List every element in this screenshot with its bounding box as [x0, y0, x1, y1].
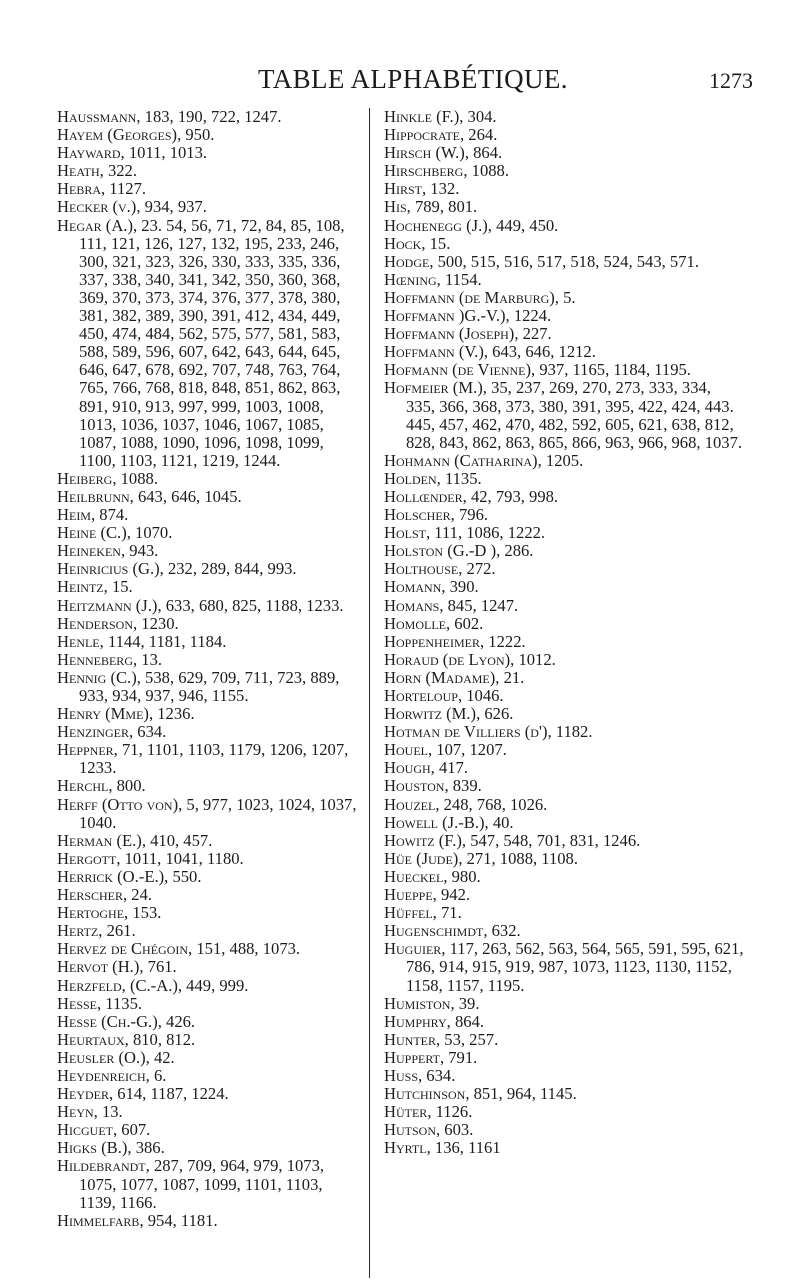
entry-page-refs: 417. — [438, 758, 468, 778]
entry-page-refs: 1011, 1013. — [128, 143, 208, 163]
entry-page-refs: 633, 680, 825, 1188, 1233. — [165, 595, 344, 615]
index-entry: Homans, 845, 1247. — [384, 595, 519, 615]
entry-name: Herzfeld, (C.-A.) — [57, 975, 178, 995]
entry-name: Holden — [384, 468, 437, 488]
entry-name: Herscher — [57, 885, 123, 905]
entry-name: Hüter — [384, 1102, 428, 1122]
entry-page-refs: 1236. — [157, 704, 195, 724]
index-entry: Hegar (A.), 23. 54, 56, 71, 72, 84, 85, 108, 111, 121, 126, 127, 132, 195, 233, 246, 300, 321, 323, 326, 330, 333, 335, 336, 337, 338, 340, 341, 342, 350, 360, 368, 369, 370, 373, 374, 376, 377, 378, 380, 381, 382, 389, 390, 391, 412, 434, 449, 450, 474, 484, 562, 575, 577, 581, 583, 588, 589, 596, 607, 642, 643, 644, 645, 646, 647, 678, 692, 707, 748, 763, 764, 765, 766, 768, 818, 848, 851, 862, 863, 891, 910, 913, 997, 999, 1003, 1008, 1013, 1036, 1037, 1046, 1067, 1085, 1087, 1088, 1090, 1096, 1098, 1099, 1100, 1103, 1121, 1219, 1244. — [57, 215, 345, 470]
index-entry: Haussmann, 183, 190, 722, 1247. — [57, 107, 282, 126]
index-entry: Hildebrandt, 287, 709, 964, 979, 1073, 1075, 1077, 1087, 1099, 1101, 1103, 1139, 1166. — [57, 1156, 325, 1212]
index-entry: Hayem (Georges), 950. — [57, 125, 215, 145]
index-entry: Holden, 1135. — [384, 468, 482, 488]
entry-name: Hollœnder — [384, 486, 463, 506]
entry-page-refs: 547, 548, 701, 831, 1246. — [470, 830, 641, 850]
entry-page-refs: 1135. — [105, 993, 143, 1013]
entry-name: Herff (Otto von) — [57, 794, 179, 814]
entry-name: Heyn — [57, 1102, 94, 1122]
entry-page-refs: 643, 646, 1045. — [137, 486, 242, 506]
index-entry: Heintz, 15. — [57, 577, 133, 597]
entry-name: Houzel — [384, 794, 436, 814]
entry-name: Howell (J.-B.) — [384, 812, 485, 832]
entry-page-refs: 1135. — [444, 468, 482, 488]
entry-page-refs: 1154. — [444, 269, 482, 289]
index-entry: Hueckel, 980. — [384, 866, 481, 886]
entry-name: Heineken — [57, 541, 121, 561]
index-entry: Hofmeier (M.), 35, 237, 269, 270, 273, 333, 334, 335, 366, 368, 373, 380, 391, 395, 422, 424, 443. 445, 457, 462, 470, 482, 592, 605, 621, 638, 812, 828, 843, 862, 863, 865, 866, 963, 966, 968, 1037. — [384, 378, 743, 452]
entry-page-refs: 248, 768, 1026. — [443, 794, 548, 814]
index-entry: Heitzmann (J.), 633, 680, 825, 1188, 1233. — [57, 595, 344, 615]
entry-page-refs: 71. — [440, 903, 462, 923]
index-entry: Heineken, 943. — [57, 541, 159, 561]
entry-name: Hochenegg (J.) — [384, 215, 488, 235]
entry-name: Houel — [384, 740, 428, 760]
index-entry: Holst, 111, 1086, 1222. — [384, 523, 546, 543]
entry-page-refs: 851, 964, 1145. — [473, 1084, 577, 1104]
index-entry: Hohmann (Catharina), 1205. — [384, 450, 584, 470]
entry-page-refs: 410, 457. — [150, 830, 213, 850]
entry-name: Herman (E.) — [57, 830, 142, 850]
entry-name: Heurtaux — [57, 1029, 125, 1049]
index-entry: Horaud (de Lyon), 1012. — [384, 649, 556, 669]
entry-name: Hutson — [384, 1120, 436, 1140]
entry-name: Homann — [384, 577, 442, 597]
entry-name: Heitzmann (J.) — [57, 595, 158, 615]
index-entry: Henle, 1144, 1181, 1184. — [57, 631, 227, 651]
index-entry: Herrick (O.-E.), 550. — [57, 866, 202, 886]
entry-page-refs: 5. — [563, 287, 576, 307]
entry-page-refs: 791. — [448, 1047, 478, 1067]
index-entry: Homolle, 602. — [384, 613, 484, 633]
entry-page-refs: 153. — [132, 903, 162, 923]
entry-page-refs: 386. — [135, 1138, 165, 1158]
entry-name: Horwitz (M.) — [384, 704, 477, 724]
entry-page-refs: 864. — [454, 1011, 485, 1031]
index-entry: Henderson, 1230. — [57, 613, 179, 633]
entry-name: Hock — [384, 233, 422, 253]
index-entry: Holthouse, 272. — [384, 559, 496, 579]
entry-name: Heath — [57, 161, 100, 181]
entry-name: Heine (C.) — [57, 523, 127, 543]
index-entry: Hirst, 132. — [384, 179, 460, 199]
entry-name: Hofmann (de Vienne) — [384, 360, 532, 380]
index-entry: Heurtaux, 810, 812. — [57, 1029, 196, 1049]
entry-page-refs: 272. — [466, 559, 496, 579]
entry-page-refs: 602. — [454, 613, 484, 633]
page-header — [0, 62, 801, 102]
entry-page-refs: 810, 812. — [132, 1029, 196, 1049]
entry-page-refs: 1088. — [120, 468, 158, 488]
entry-page-refs: 874. — [99, 505, 129, 525]
entry-page-refs: 643, 646, 1212. — [492, 342, 596, 362]
index-entry: Hecker (v.), 934, 937. — [57, 197, 207, 217]
index-entry: Hüter, 1126. — [384, 1102, 473, 1122]
index-entry: Hollœnder, 42, 793, 998. — [384, 486, 559, 506]
index-entry: Hervez de Chégoin, 151, 488, 1073. — [57, 939, 301, 959]
entry-name: Hebra — [57, 179, 101, 199]
entry-page-refs: 1070. — [135, 523, 173, 543]
entry-page-refs: 261. — [106, 921, 136, 941]
entry-name: Homans — [384, 595, 440, 615]
entry-name: Hicguet — [57, 1120, 113, 1140]
entry-page-refs: 271, 1088, 1108. — [466, 848, 579, 868]
index-entry: Herman (E.), 410, 457. — [57, 830, 213, 850]
entry-name: Holston (G.-D ) — [384, 541, 497, 561]
entry-name: Humiston — [384, 993, 451, 1013]
entry-name: Hunter — [384, 1029, 436, 1049]
entry-page-refs: 39. — [458, 993, 480, 1013]
entry-name: Humphry — [384, 1011, 447, 1031]
entry-page-refs: 634. — [137, 722, 167, 742]
entry-name: Hoppenheimer — [384, 631, 480, 651]
entry-page-refs: 286. — [504, 541, 534, 561]
entry-page-refs: 839. — [452, 776, 482, 796]
entry-name: Hirsch (W.) — [384, 143, 465, 163]
index-entry: Heppner, 71, 1101, 1103, 1179, 1206, 1207, 1233. — [57, 740, 349, 778]
entry-name: Higks (B.) — [57, 1138, 128, 1158]
index-entry: Hertz, 261. — [57, 921, 136, 941]
entry-page-refs: 796. — [458, 505, 489, 525]
entry-name: Howitz (F.) — [384, 830, 462, 850]
entry-name: Heppner — [57, 740, 114, 760]
index-entry: Henzinger, 634. — [57, 722, 167, 742]
entry-name: Hough — [384, 758, 431, 778]
entry-name: Hüffel — [384, 903, 433, 923]
entry-page-refs: 227. — [522, 324, 552, 344]
index-entry: Heilbrunn, 643, 646, 1045. — [57, 486, 242, 506]
entry-name: Houston — [384, 776, 445, 796]
entry-name: Holthouse — [384, 559, 459, 579]
entry-page-refs: 117, 263, 562, 563, 564, 565, 591, 595, 621, 786, 914, 915, 919, 987, 1073, 1123, 1130, 1152, 1158, 1157, 1195. — [406, 939, 744, 995]
index-entry: Hunter, 53, 257. — [384, 1029, 499, 1049]
entry-name: Hohmann (Catharina) — [384, 450, 538, 470]
index-entry: Henry (Mme), 1236. — [57, 704, 195, 724]
page-number: 1273 — [709, 68, 753, 93]
index-entry: Hoffmann (de Marburg), 5. — [384, 287, 576, 307]
entry-page-refs: 937, 1165, 1184, 1195. — [539, 360, 691, 380]
index-entry: Houston, 839. — [384, 776, 482, 796]
index-entry: Hicguet, 607. — [57, 1120, 151, 1140]
index-entry: Huss, 634. — [384, 1065, 456, 1085]
entry-page-refs: 151, 488, 1073. — [196, 939, 301, 959]
entry-page-refs: 21. — [503, 667, 525, 687]
index-entry: Houzel, 248, 768, 1026. — [384, 794, 548, 814]
index-entry: Holston (G.-D ), 286. — [384, 541, 534, 561]
entry-page-refs: 845, 1247. — [447, 595, 519, 615]
entry-page-refs: 607. — [121, 1120, 151, 1140]
entry-page-refs: 42, 793, 998. — [470, 486, 559, 506]
index-entry: Hyrtl, 136, 1161 — [384, 1138, 501, 1158]
entry-page-refs: 950. — [185, 125, 215, 145]
index-entry: Hesse (Ch.-G.), 426. — [57, 1011, 196, 1031]
entry-name: Heydenreich — [57, 1065, 146, 1085]
entry-name: Heiberg — [57, 468, 113, 488]
index-entry: Heiberg, 1088. — [57, 468, 158, 488]
entry-name: Holst — [384, 523, 426, 543]
entry-name: His — [384, 197, 407, 217]
entry-page-refs: 614, 1187, 1224. — [117, 1084, 229, 1104]
index-entry: Himmelfarb, 954, 1181. — [57, 1210, 218, 1230]
index-entry: Hinkle (F.), 304. — [384, 107, 497, 126]
entry-name: Hüe (Jude) — [384, 848, 459, 868]
index-entry: Heim, 874. — [57, 505, 129, 525]
entry-name: Hervez de Chégoin — [57, 939, 189, 959]
index-entry: Hoffmann (Joseph), 227. — [384, 324, 552, 344]
entry-name: Hueckel — [384, 866, 444, 886]
index-entry: Horwitz (M.), 626. — [384, 704, 514, 724]
index-entry: Heyn, 13. — [57, 1102, 123, 1122]
entry-page-refs: 626. — [484, 704, 514, 724]
index-entry: Hoffmann (V.), 643, 646, 1212. — [384, 342, 596, 362]
index-entry: Homann, 390. — [384, 577, 479, 597]
index-entry: Howitz (F.), 547, 548, 701, 831, 1246. — [384, 830, 641, 850]
entry-name: Heyder — [57, 1084, 109, 1104]
entry-page-refs: 107, 1207. — [436, 740, 507, 760]
index-entry: Higks (B.), 386. — [57, 1138, 165, 1158]
entry-name: Horteloup — [384, 686, 458, 705]
entry-name: Hertoghe — [57, 903, 125, 923]
entry-page-refs: 943. — [129, 541, 159, 561]
entry-name: Hennig (C.) — [57, 667, 137, 687]
entry-name: Henzinger — [57, 722, 129, 742]
entry-name: Hesse (Ch.-G.) — [57, 1011, 158, 1031]
index-entry: Hotman de Villiers (d'), 1182. — [384, 722, 593, 742]
index-entry: Hayward, 1011, 1013. — [57, 143, 208, 163]
index-entry: Hough, 417. — [384, 758, 468, 778]
entry-name: Hofmeier (M.) — [384, 378, 483, 398]
entry-page-refs: 15. — [111, 577, 133, 597]
entry-name: Hinkle (F.) — [384, 107, 460, 126]
entry-page-refs: 53, 257. — [444, 1029, 499, 1049]
entry-name: Holscher — [384, 505, 451, 525]
entry-name: Horaud (de Lyon) — [384, 649, 511, 669]
index-entry: Heyder, 614, 1187, 1224. — [57, 1084, 229, 1104]
index-entry: Hochenegg (J.), 449, 450. — [384, 215, 559, 235]
entry-name: Hoffmann (de Marburg) — [384, 287, 555, 307]
entry-name: Huguier — [384, 939, 442, 959]
entry-page-refs: 287, 709, 964, 979, 1073, 1075, 1077, 1087, 1099, 1101, 1103, 1139, 1166. — [79, 1156, 325, 1212]
entry-name: Hippocrate — [384, 125, 460, 145]
entry-name: Hutchinson — [384, 1084, 466, 1104]
entry-page-refs: 1224. — [513, 306, 552, 326]
entry-page-refs: 71, 1101, 1103, 1179, 1206, 1207, 1233. — [79, 740, 349, 778]
entry-name: Hoffmann (V.) — [384, 342, 484, 362]
entry-name: Hirst — [384, 179, 422, 199]
entry-name: Homolle — [384, 613, 446, 633]
index-entry: Hergott, 1011, 1041, 1180. — [57, 848, 244, 868]
entry-name: Heinricius (G.) — [57, 559, 160, 579]
entry-name: Hoffmann )G.-V.) — [384, 306, 506, 326]
index-entry: Huguier, 117, 263, 562, 563, 564, 565, 591, 595, 621, 786, 914, 915, 919, 987, 1073, 1123, 1130, 1152, 1158, 1157, 1195. — [384, 939, 744, 995]
index-entry: Hofmann (de Vienne), 937, 1165, 1184, 1195. — [384, 360, 691, 380]
entry-page-refs: 13. — [141, 649, 163, 669]
index-entry: Hesse, 1135. — [57, 993, 143, 1013]
entry-name: Hegar (A.) — [57, 215, 133, 235]
entry-page-refs: 40. — [492, 812, 514, 832]
entry-name: Heim — [57, 505, 91, 525]
entry-name: Hyrtl — [384, 1138, 427, 1158]
entry-name: Hergott — [57, 848, 117, 868]
index-entry: Hertoghe, 153. — [57, 903, 162, 923]
index-entry: Herff (Otto von), 5, 977, 1023, 1024, 1037, 1040. — [57, 794, 357, 832]
entry-page-refs: 634. — [426, 1065, 456, 1085]
entry-name: Hodge — [384, 251, 430, 271]
entry-name: Hecker (v.) — [57, 197, 137, 217]
index-column-right — [384, 108, 744, 1157]
index-entry: Hennig (C.), 538, 629, 709, 711, 723, 889, 933, 934, 937, 946, 1155. — [57, 667, 340, 705]
index-entry: Hugenschimdt, 632. — [384, 921, 521, 941]
entry-page-refs: 1205. — [545, 450, 584, 470]
entry-page-refs: 942. — [440, 885, 471, 905]
entry-page-refs: 1230. — [141, 613, 179, 633]
entry-page-refs: 42. — [153, 1047, 175, 1067]
index-entry: Hoffmann )G.-V.), 1224. — [384, 306, 552, 326]
index-entry: Herzfeld, (C.-A.), 449, 999. — [57, 975, 249, 995]
column-divider — [369, 108, 370, 1278]
entry-page-refs: 111, 1086, 1222. — [434, 523, 546, 543]
index-entry: Hirsch (W.), 864. — [384, 143, 503, 163]
entry-page-refs: 24. — [131, 885, 153, 905]
index-entry: Hœning, 1154. — [384, 269, 482, 289]
entry-page-refs: 1126. — [435, 1102, 473, 1122]
entry-name: Hugenschimdt — [384, 921, 484, 941]
entry-name: Hervot (H.) — [57, 957, 140, 977]
entry-page-refs: 5, 977, 1023, 1024, 1037, 1040. — [79, 794, 357, 832]
entry-page-refs: 23. 54, 56, 71, 72, 84, 85, 108, 111, 121, 126, 127, 132, 195, 233, 246, 300, 321, 323, 326, 330, 333, 335, 336, 337, 338, 340, 341, 342, 350, 360, 368, 369, 370, 373, 374, 376, 377, 378, 380, 381, 382, 389, 390, 391, 412, 434, 449, 450, 474, 484, 562, 575, 577, 581, 583, 588, 589, 596, 607, 642, 643, 644, 645, 646, 647, 678, 692, 707, 748, 763, 764, 765, 766, 768, 818, 848, 851, 862, 863, 891, 910, 913, 997, 999, 1003, 1008, 1013, 1036, 1037, 1046, 1067, 1085, 1087, 1088, 1090, 1096, 1098, 1099, 1100, 1103, 1121, 1219, 1244. — [79, 215, 345, 470]
entry-name: Hesse — [57, 993, 97, 1013]
entry-name: Hotman de Villiers (d') — [384, 722, 548, 742]
entry-page-refs: 538, 629, 709, 711, 723, 889, 933, 934, 937, 946, 1155. — [79, 667, 340, 705]
index-entry: Heath, 322. — [57, 161, 137, 181]
index-entry: Hervot (H.), 761. — [57, 957, 177, 977]
entry-page-refs: 550. — [172, 866, 202, 886]
index-column-left — [57, 108, 359, 1230]
index-entry: Hebra, 1127. — [57, 179, 147, 199]
entry-page-refs: 1046. — [466, 686, 504, 705]
entry-page-refs: 864. — [473, 143, 503, 163]
entry-page-refs: 1011, 1041, 1180. — [124, 848, 244, 868]
entry-page-refs: 136, 1161 — [434, 1138, 501, 1158]
index-entry: Hoppenheimer, 1222. — [384, 631, 526, 651]
entry-name: Himmelfarb — [57, 1210, 140, 1230]
entry-name: Hueppe — [384, 885, 433, 905]
entry-name: Huppert — [384, 1047, 440, 1067]
index-entry: Howell (J.-B.), 40. — [384, 812, 514, 832]
index-entry: Heydenreich, 6. — [57, 1065, 167, 1085]
entry-name: Henneberg — [57, 649, 133, 669]
entry-page-refs: 800. — [116, 776, 146, 796]
entry-page-refs: 6. — [153, 1065, 167, 1085]
entry-name: Hoffmann (Joseph) — [384, 324, 515, 344]
entry-name: Hirschberg — [384, 161, 464, 181]
entry-name: Huss — [384, 1065, 418, 1085]
index-entry: Heine (C.), 1070. — [57, 523, 173, 543]
index-entry: Hueppe, 942. — [384, 885, 471, 905]
index-entry: His, 789, 801. — [384, 197, 478, 217]
entry-page-refs: 183, 190, 722, 1247. — [144, 107, 282, 126]
entry-page-refs: 1088. — [471, 161, 509, 181]
entry-page-refs: 1222. — [488, 631, 526, 651]
entry-page-refs: 15. — [429, 233, 451, 253]
entry-name: Herchl — [57, 776, 109, 796]
entry-name: Heintz — [57, 577, 104, 597]
index-entry: Horteloup, 1046. — [384, 686, 504, 705]
entry-name: Horn (Madame) — [384, 667, 496, 687]
entry-page-refs: 322. — [107, 161, 137, 181]
entry-page-refs: 35, 237, 269, 270, 273, 333, 334, 335, 366, 368, 373, 380, 391, 395, 422, 424, 443. 445, 457, 462, 470, 482, 592, 605, 621, 638, 812, 828, 843, 862, 863, 865, 866, 963, 966, 968, 1037. — [406, 378, 743, 452]
index-entry: Hüe (Jude), 271, 1088, 1108. — [384, 848, 579, 868]
index-entry: Humphry, 864. — [384, 1011, 485, 1031]
entry-page-refs: 1127. — [109, 179, 147, 199]
entry-page-refs: 449, 999. — [186, 975, 249, 995]
entry-page-refs: 390. — [449, 577, 479, 597]
entry-name: Hildebrandt — [57, 1156, 146, 1176]
entry-name: Hayward — [57, 143, 121, 163]
index-entry: Hock, 15. — [384, 233, 451, 253]
entry-page-refs: 954, 1181. — [147, 1210, 218, 1230]
entry-name: Heilbrunn — [57, 486, 130, 506]
entry-name: Herrick (O.-E.) — [57, 866, 165, 886]
entry-page-refs: 1012. — [518, 649, 556, 669]
index-entry: Herchl, 800. — [57, 776, 146, 796]
entry-page-refs: 449, 450. — [496, 215, 559, 235]
entry-page-refs: 13. — [101, 1102, 123, 1122]
index-entry: Humiston, 39. — [384, 993, 480, 1013]
entry-page-refs: 304. — [467, 107, 497, 126]
index-entry: Heinricius (G.), 232, 289, 844, 993. — [57, 559, 297, 579]
index-entry: Herscher, 24. — [57, 885, 153, 905]
entry-page-refs: 1144, 1181, 1184. — [107, 631, 227, 651]
index-entry: Holscher, 796. — [384, 505, 489, 525]
entry-name: Henle — [57, 631, 100, 651]
entry-page-refs: 632. — [491, 921, 521, 941]
entry-name: Henderson — [57, 613, 133, 633]
entry-page-refs: 980. — [451, 866, 481, 886]
entry-name: Hœning — [384, 269, 437, 289]
page-title: TABLE ALPHABÉTIQUE. — [258, 64, 568, 94]
index-entry: Hutson, 603. — [384, 1120, 474, 1140]
entry-page-refs: 426. — [166, 1011, 196, 1031]
entry-page-refs: 264. — [468, 125, 498, 145]
entry-name: Hertz — [57, 921, 99, 941]
entry-page-refs: 232, 289, 844, 993. — [167, 559, 297, 579]
entry-page-refs: 603. — [444, 1120, 474, 1140]
entry-page-refs: 1182. — [555, 722, 593, 742]
index-entry: Hüffel, 71. — [384, 903, 462, 923]
index-entry: Heusler (O.), 42. — [57, 1047, 175, 1067]
index-entry: Horn (Madame), 21. — [384, 667, 525, 687]
entry-page-refs: 500, 515, 516, 517, 518, 524, 543, 571. — [437, 251, 699, 271]
entry-name: Haussmann — [57, 107, 137, 126]
entry-page-refs: 789, 801. — [414, 197, 478, 217]
entry-page-refs: 761. — [147, 957, 177, 977]
entry-name: Henry (Mme) — [57, 704, 149, 724]
index-entry: Houel, 107, 1207. — [384, 740, 507, 760]
entry-name: Heusler (O.) — [57, 1047, 146, 1067]
entry-page-refs: 132. — [430, 179, 460, 199]
index-entry: Henneberg, 13. — [57, 649, 163, 669]
entry-name: Hayem (Georges) — [57, 125, 178, 145]
index-entry: Hodge, 500, 515, 516, 517, 518, 524, 543, 571. — [384, 251, 699, 271]
index-entry: Hippocrate, 264. — [384, 125, 498, 145]
index-entry: Huppert, 791. — [384, 1047, 478, 1067]
entry-page-refs: 934, 937. — [144, 197, 207, 217]
index-entry: Hutchinson, 851, 964, 1145. — [384, 1084, 577, 1104]
index-entry: Hirschberg, 1088. — [384, 161, 509, 181]
